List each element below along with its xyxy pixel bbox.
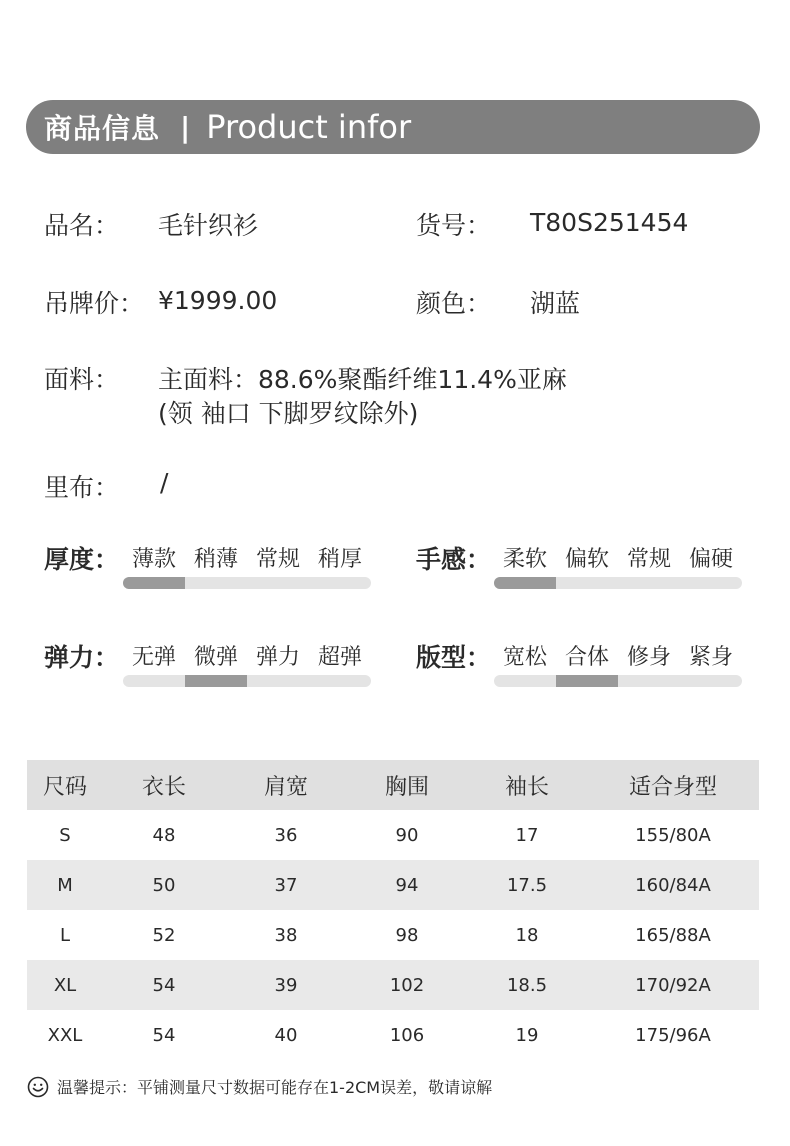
table-cell: 155/80A (635, 824, 711, 846)
table-cell: 54 (103, 960, 225, 1010)
table-header-cell: 胸围 (347, 760, 467, 810)
table-cell: 52 (152, 924, 176, 946)
elasticity-options (123, 640, 371, 671)
thickness-option: 稍薄 (193, 547, 238, 572)
feel-scale-indicator (494, 577, 556, 589)
table-cell: 90 (395, 824, 419, 846)
feel-option: 柔软 (502, 547, 547, 572)
elasticity-option: 弹力 (255, 645, 300, 670)
smile-icon (27, 1076, 49, 1098)
table-cell: 17.5 (467, 860, 587, 910)
elasticity-label: 弹力： (44, 643, 120, 672)
tip-text: 温馨提示：平铺测量尺寸数据可能存在1-2CM误差，敬请谅解 (57, 1078, 493, 1097)
feel-option: 常规 (626, 547, 671, 572)
lining-value: / (160, 468, 169, 497)
table-row (27, 910, 759, 960)
table-cell: L (59, 924, 71, 946)
price-value: ¥1999.00 (158, 286, 278, 315)
table-cell: 39 (225, 960, 347, 1010)
feel-label: 手感： (416, 545, 492, 574)
table-row (27, 860, 759, 910)
table-cell: 98 (395, 924, 419, 946)
fabric-line-1: 主面料：88.6%聚酯纤维11.4%亚麻 (158, 365, 567, 394)
table-header-cell: 适合身型 (587, 760, 759, 810)
table-cell: 160/84A (587, 860, 759, 910)
table-cell: 18 (515, 924, 539, 946)
thickness-label: 厚度： (44, 545, 120, 574)
feel-scale-bar (494, 577, 742, 589)
table-cell: XL (27, 960, 103, 1010)
fit-option: 合体 (564, 645, 609, 670)
elasticity-option: 微弹 (193, 645, 238, 670)
header-separator: | (180, 110, 191, 144)
table-cell: 48 (152, 824, 176, 846)
color-label: 颜色： (416, 289, 492, 318)
fabric-label: 面料： (44, 365, 120, 394)
feel-option: 偏软 (564, 547, 609, 572)
table-cell: 37 (225, 860, 347, 910)
thickness-scale-bar (123, 577, 371, 589)
fit-option: 宽松 (502, 645, 547, 670)
thickness-options (123, 542, 371, 573)
elasticity-option: 无弹 (131, 645, 176, 670)
feel-option: 偏硬 (688, 547, 733, 572)
color-value: 湖蓝 (530, 289, 581, 318)
thickness-option: 稍厚 (317, 547, 362, 572)
table-header-cell: 衣长 (103, 760, 225, 810)
price-label: 吊牌价： (44, 289, 145, 318)
table-cell: 50 (103, 860, 225, 910)
fit-options (494, 640, 742, 671)
elasticity-scale-indicator (185, 675, 247, 687)
size-table (27, 760, 759, 1060)
elasticity-scale-bar (123, 675, 371, 687)
table-cell: 36 (274, 824, 298, 846)
sku-label: 货号： (416, 211, 492, 240)
table-cell: XXL (47, 1024, 83, 1046)
table-cell: 165/88A (635, 924, 711, 946)
fit-option: 紧身 (688, 645, 733, 670)
fit-scale-bar (494, 675, 742, 687)
table-cell: 38 (274, 924, 298, 946)
thickness-option: 常规 (255, 547, 300, 572)
table-row (27, 810, 759, 860)
sku-value: T80S251454 (530, 208, 689, 237)
table-header-cell: 袖长 (467, 760, 587, 810)
table-cell: 17 (515, 824, 539, 846)
fabric-line-2: (领 袖口 下脚罗纹除外) (158, 399, 419, 428)
table-cell: 40 (274, 1024, 298, 1046)
table-row (27, 1010, 759, 1060)
table-cell: 106 (389, 1024, 425, 1046)
table-cell: M (27, 860, 103, 910)
table-header-row (27, 760, 759, 810)
feel-options (494, 542, 742, 573)
section-header (26, 100, 760, 154)
table-cell: 18.5 (467, 960, 587, 1010)
header-title-cn: 商品信息 (44, 112, 161, 145)
thickness-option: 薄款 (131, 547, 176, 572)
table-cell: 94 (347, 860, 467, 910)
table-row (27, 960, 759, 1010)
table-cell: S (59, 824, 71, 846)
name-value: 毛针织衫 (158, 211, 259, 240)
table-cell: 19 (515, 1024, 539, 1046)
fit-scale-indicator (556, 675, 618, 687)
table-cell: 54 (152, 1024, 176, 1046)
fit-label: 版型： (416, 643, 492, 672)
elasticity-option: 超弹 (317, 645, 362, 670)
name-label: 品名： (44, 211, 120, 240)
lining-label: 里布： (44, 473, 120, 502)
table-cell: 175/96A (635, 1024, 711, 1046)
header-title-en: Product infor (206, 108, 412, 146)
fit-option: 修身 (626, 645, 671, 670)
table-header-cell: 肩宽 (225, 760, 347, 810)
table-header-cell: 尺码 (27, 760, 103, 810)
thickness-scale-indicator (123, 577, 185, 589)
table-cell: 102 (347, 960, 467, 1010)
measurement-tip (27, 1075, 492, 1098)
table-cell: 170/92A (587, 960, 759, 1010)
